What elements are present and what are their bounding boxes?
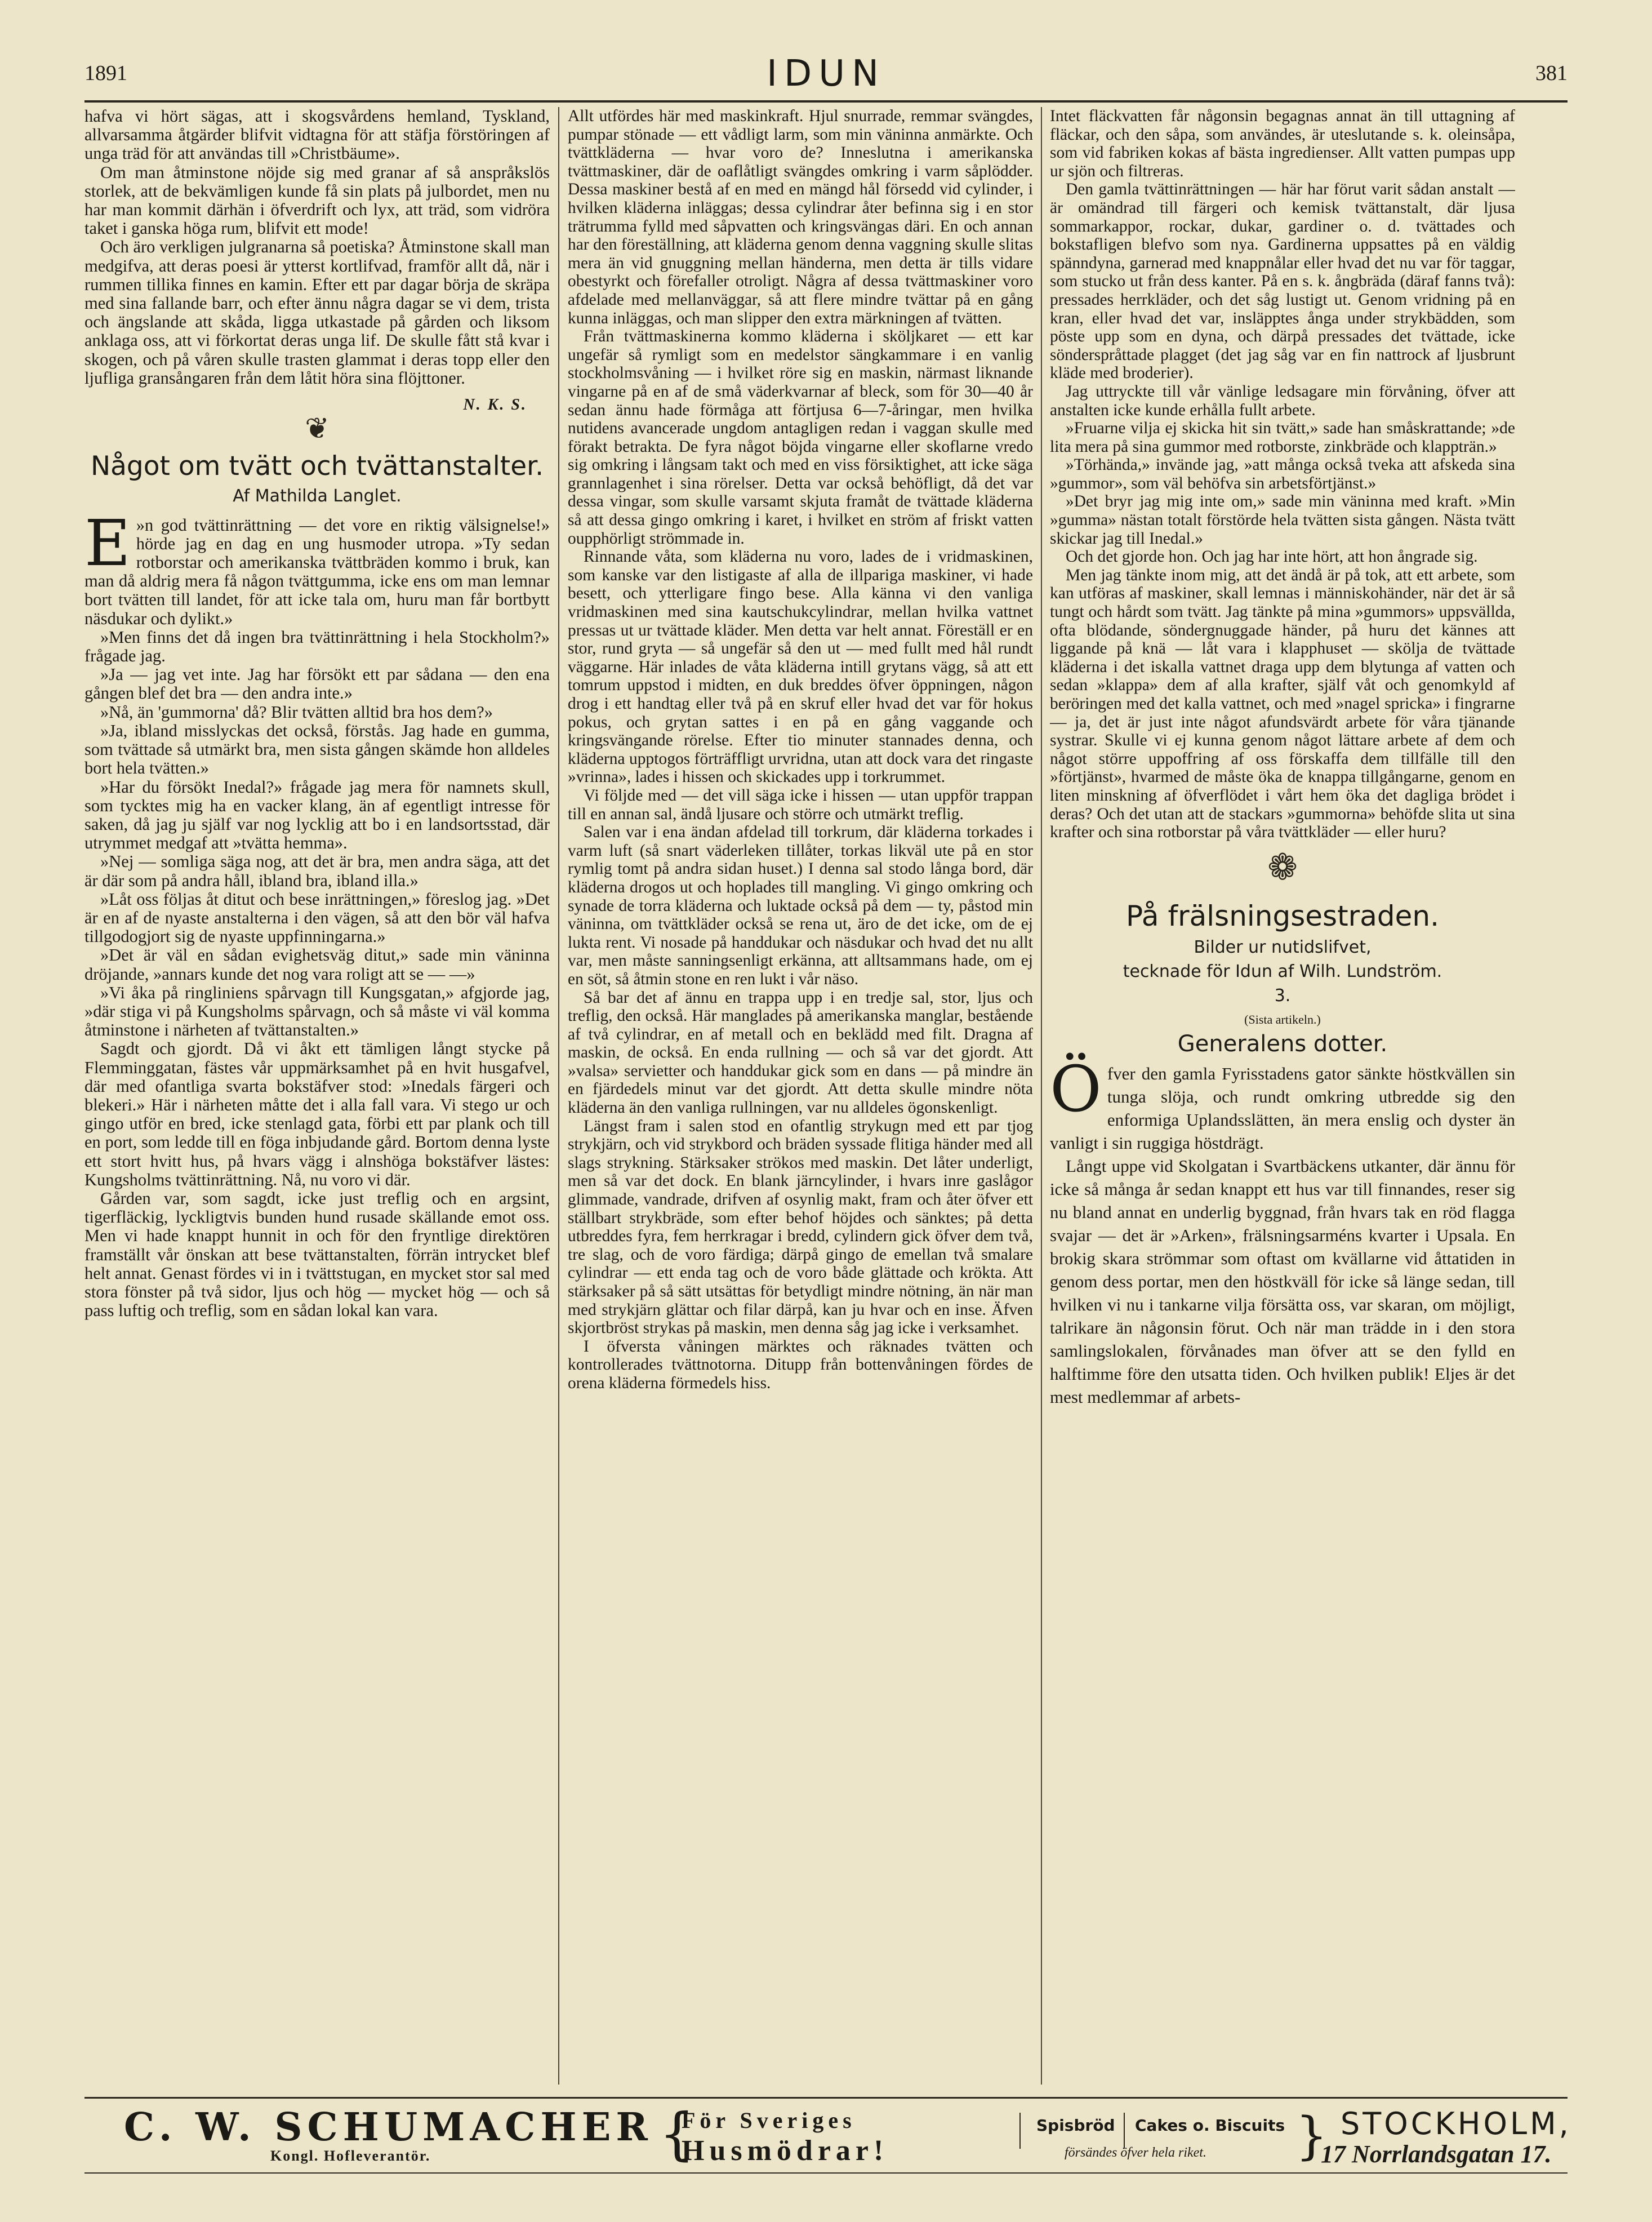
paragraph: Om man åtminstone nöjde sig med granar af så anspråkslös storlek, att de bekvämligen kunde få sin plats på julbordet, men nu har man kommit därhän i öfverdrift och lyx, att träd, som vidröra taket i ganska höga rum, blifvit ett mode! [84, 162, 550, 238]
paragraph: »Det bryr jag mig inte om,» sade min väninna med kraft. »Min »gumma» nästan totalt förstörde hela tvätten sista gången. Nästa tvätt skickar jag till Inedal.» [1050, 492, 1515, 548]
drop-cap: Ö [1050, 1053, 1102, 1127]
paragraph: Jag uttryckte till vår vänlige ledsagare min förvåning, öfver att anstalten icke kunde erhålla fullt arbete. [1050, 382, 1515, 419]
paragraph: »Det är väl en sådan evighetsväg ditut,» sade min väninna dröjande, »annars kunde det nog vara roligt att se — —» [84, 945, 550, 984]
column-divider-1 [558, 107, 559, 2085]
column-2 [568, 107, 1033, 2090]
signature: N. K. S. [463, 396, 527, 414]
column-1 [84, 107, 550, 2090]
paragraph: »Men finns det då ingen bra tvättinrättning i hela Stockholm?» frågade jag. [84, 627, 550, 666]
header-rule [84, 100, 1568, 103]
paragraph: Rinnande våta, som kläderna nu voro, lades de i vridmaskinen, som kanske var den listigaste af alla de illpariga maskiner, vi hade besett, och ytterligare fingo bese. Alla känna vi den vanliga vridmaskinen med sina kautschukcylindrar, mellan hvilka vattnet pressas ut ur tvättade kläder. Men detta var helt annat. Föreställ er en stor, rund gryta — så ungefär så den ut — med fullt med hål rundt väggarne. Här inlades de våta kläderna intill grytans vägg, så att ett tomrum uppstod i midten, en duk breddes öfver öppningen, någon drog i ett handtag eller två på en skruf eller hvad det var för hokus pokus, och grytan sattes i en på en gång vaggande och kringsvängande rörelse. Efter tio minuter stannades denna, och kläderna upptogos förträffligt urvridna, utan att dock vara det ringaste »vrinna», lades i hissen och skickades upp i torkrummet. [568, 548, 1033, 786]
paragraph: Från tvättmaskinerna kommo kläderna i sköljkaret — ett kar ungefär så rymligt som en medelstor sängkammare i en vanlig stockholmsvåning — i hvilket röre sig en maskin, närmast liknande vingarne på en af de små väderkvarnar af bleck, som för 30—40 år sedan ännu hade förmåga att förtjusa 6—7-åringar, men hvilka nutidens avancerade ungdom antagligen redan i vaggan skulle med förakt betrakta. De fyra något böjda vingarne eller skoflarne vredo sig omkring i långsam takt och med en viss försiktighet, att icke säga grannlagenhet i sina rörelser. Detta var också behöfligt, då det var dessa vingar, som skulle varsamt skjuta framåt de tvättade kläderna så att dessa gingo omkring i karet, i hvilket en ström af friskt vatten oupphörligt strömmade in. [568, 327, 1033, 548]
brace-icon: } [1295, 2107, 1328, 2166]
part-note: (Sista artikeln.) [1244, 1012, 1321, 1027]
chapter-title: Generalens dotter. [1177, 1030, 1388, 1057]
paragraph-opening: Öfver den gamla Fyrisstadens gator sänkte höstkvällen sin tunga slöja, och rundt omkring utbredde sig den enformiga Uplandsslätten, än mera enslig och dyster än vanligt i sin ruggiga höstdrägt. [1050, 1053, 1515, 1153]
paragraph: Vi följde med — det vill säga icke i hissen — utan uppför trappan till en annan sal, ändå ljusare och större och utmärkt treflig. [568, 786, 1033, 823]
ad-bottom-rule [84, 2172, 1568, 2174]
paragraph: Längst fram i salen stod en ofantlig strykugn med ett par tjog strykjärn, och vid strykbord och bräden syssade flitiga händer med all slags strykning. Stärksaker strökos med maskin. Det låter underligt, men så var det dock. En blank järncylinder, i hvars inre gaslågor glimmade, vandrade, drifven af osynlig makt, fram och åter öfver ett ställbart strykbräde, som efter behof höjdes och sänktes; på detta utbreddes fyra, fem herrkragar i bredd, cylindern gick öfver dem två, tre slag, och de voro färdiga; därpå gingo de emellan två smalare cylindrar — ett enda tag och de voro både glättade och krökta. Att stärksaker på så sätt utsättas för betydligt mindre nötning, än när man med strykjärn glättar och filar därpå, kan ju hvar och en inse. Äfven skjortbröst strykas på maskin, men denna såg jag icke i verksamhet. [568, 1117, 1033, 1337]
drop-cap: E [84, 506, 131, 580]
paragraph: Så bar det af ännu en trappa upp i en tredje sal, stor, ljus och treflig, den också. Här manglades på amerikanska manglar, bestående af två cylindrar, en af metall och en beklädd med filt. Dragna af maskin, de också. En enda rullning — och så var det gjordt. Att »valsa» servietter och handdukar gick som en dans — på mindre än en fjärdedels minut var det gjordt. Att detta skulle mindre nöta kläderna än den vanliga rullningen, var nu alldeles ögonskenligt. [568, 988, 1033, 1117]
ad-company-name: C. W. SCHUMACHER [124, 2105, 653, 2150]
ad-shipping-note: försändes öfver hela riket. [1065, 2145, 1206, 2160]
paragraph: »Ja — jag vet inte. Jag har försökt ett par sådana — den ena gången blef det bra — den andra inte.» [84, 665, 550, 703]
ad-royal-supplier: Kongl. Hofleverantör. [270, 2148, 431, 2164]
ad-slogan-line2: Husmödrar! [682, 2135, 889, 2167]
paragraph: Intet fläckvatten får någonsin begagnas annat än till uttagning af fläckar, och den såpa, som användes, är uteslutande s. k. oleinsåpa, som vid fabriken kokas af bästa ingredienser. Allt vatten pumpas upp ur sjön och filtreras. [1050, 107, 1515, 180]
ornament-icon: ❦ [305, 413, 329, 446]
article-byline: Af Mathilda Langlet. [233, 486, 402, 506]
column-3 [1050, 107, 1515, 2090]
ad-slogan-line1: För Sveriges [682, 2108, 856, 2133]
paragraph: hafva vi hört sägas, att i skogsvårdens hemland, Tyskland, allvarsamma åtgärder blifvit vidtagna för att stäfja förstöringen af unga träd för att användas till »Christbäume». [84, 107, 550, 163]
paragraph: Och äro verkligen julgranarna så poetiska? Åtminstone skall man medgifva, att deras poesi är ytterst kortlifvad, framför allt då, när i rummen tillika finnes en kamin. Efter ett par dagar börja de skräpa med sina fallande barr, och efter ännu några dagar se vi dem, trista och ängslande att skåda, ligga utkastade på gården och liksom anklaga oss, att vi förkortat deras unga lif. De skulle fått stå kvar i skogen, och på våren skulle trasten glammat i deras topp eller den ljufliga gransångaren från dem låtit höra sina flöjttoner. [84, 237, 550, 388]
paragraph: Salen var i ena ändan afdelad till torkrum, där kläderna torkades i varm luft (så snart väderleken tillåter, torkas likväl ute på en stor rymlig tomt på andra sidan huset.) I denna sal stodo långa bord, där kläderna drogos ut och hoplades till mangling. Vi gingo omkring och synade de torra kläderna och luktade också på dem — ty, påstod min väninna, om tvättkläder också se rena ut, äro de det icke, om de ej lukta rent. Vi nosade på handdukar och näsdukar och hvad det nu allt var, men måste sanningsenligt erkänna, att alltsammans hade, om ej en söt, så åtmin stone en ren lukt i vår näso. [568, 823, 1033, 988]
paragraph: »Nej — somliga säga nog, att det är bra, men andra säga, att det är där som på andra håll, ibland bra, ibland illa.» [84, 852, 550, 890]
paragraph: »Ja, ibland misslyckas det också, förstås. Jag hade en gumma, som tvättade så utmärkt bra, men sista gången skämde hon alldeles bort hela tvätten.» [84, 721, 550, 778]
paragraph: Långt uppe vid Skolgatan i Svartbäckens utkanter, där ännu för icke så många år sedan knappt ett hus var till finnandes, reser sig nu bland annat en underlig byggnad, från hvars tak en röd flagga svajar — det är »Arken», frälsningsarméns kvarter i Upsala. En brokig skara strömmar som oftast om kvällarne vid åttatiden in genom dess portar, men den höstkväll för icke så länge sedan, till hvilken vi nu i tankarne vilja försätta oss, var skaran, om möjligt, talrikare än någonsin förut. Och när man trädde in i den stora samlingslokalen, förvånades man öfver att se den fylld en halftimme före den utsatta tiden. Och hvilken publik! Eljes är det mest medlemmar af arbets- [1050, 1156, 1515, 1407]
part-number: 3. [1274, 985, 1291, 1006]
paragraph: Gården var, som sagdt, icke just treflig och en argsint, tigerfläckig, lyckligtvis bunden hund rusade skällande emot oss. Men vi hade knappt hunnit in och för den fryntlige direktören framställt vår önskan att bese tvättanstalten, förrän intrycket blef helt annat. Genast fördes vi in i tvättstugan, en mycket stor sal med stora fönster på två sidor, ljus och hög — mycket hög — och så pass luftig och treflig, som en sådan lokal kan vara. [84, 1188, 550, 1321]
column-divider-2 [1041, 107, 1042, 2085]
paragraph: Och det gjorde hon. Och jag har inte hört, att hon ångrade sig. [1066, 548, 1478, 566]
paragraph: Sagdt och gjordt. Då vi åkt ett tämligen långt stycke på Flemminggatan, fästes vår uppmärksamhet på en hvit husgafvel, där med ofantliga svarta bokstäfver stod: »Inedals färgeri och blekeri.» Här i närheten måtte det i alla fall vara. Vi stego ur och gingo utför en bred, icke stenlagd gata, förbi ett par plank och till en port, som ledde till en föga inbjudande gård. Bortom denna lyste ett stort hvitt hus, på hvars vägg i alnshöga bokstäfver lästes: Kungsholms tvättinrättning. Nå, nu voro vi där. [84, 1039, 550, 1189]
ad-address: 17 Norrlandsgatan 17. [1321, 2140, 1552, 2168]
paragraph: Men jag tänkte inom mig, att det ändå är på tok, att ett arbete, som kan utföras af maskiner, skall lemnas i människohänder, när det är så tungt och hårdt som tvätt. Jag tänkte på mina »gummors» uppsvällda, ofta blödande, söndergnuggade händer, på huru det kännes att liggande på knä — låt vara i klapphuset — skölja de tvättade kläderna i det iskalla vattnet draga upp dem blytunga af vatten och sedan »klappa» dem af alla krafter, själf våt och genomkyld af beröringen med det kalla vattnet, och med »nagel spricka» i fingrarne — ja, det är just inte något afundsvärdt arbete för våra tjänande systrar. Skulle vi ej kunna genom något lättare arbete af dem och något större uppoffring af oss förskaffa dem tillfälle till den »förtjänst», hvarmed de måste öka de knappa tillgångarne, genom en liten minskning af öfverflödet i vårt hem öka det dagliga brödet i deras? Och det utan att de stackars »gummorna» behöfde slita ut sina krafter och sina rotborstar på våra tvättkläder — eller huru? [1050, 566, 1515, 842]
header-page-number: 381 [1535, 61, 1568, 85]
article-title: Något om tvätt och tvättanstalter. [90, 451, 544, 482]
advertisement [84, 2101, 1571, 2172]
paragraph: »Nå, än 'gummorna' då? Blir tvätten alltid bra hos dem?» [100, 702, 493, 722]
ad-product-2: Cakes o. Biscuits [1135, 2116, 1285, 2135]
page-header [84, 53, 1568, 95]
ad-divider [1124, 2113, 1125, 2149]
section-title: På frälsningsestraden. [1126, 900, 1439, 933]
ornament-icon: ❁ [1267, 847, 1298, 887]
paragraph: »Fruarne vilja ej skicka hit sin tvätt,» sade han småskrattande; »de lita mera på sina gummor med rotborste, zinkbräde och klappträn.» [1050, 419, 1515, 456]
paragraph: Allt utfördes här med maskinkraft. Hjul snurrade, remmar svängdes, pumpar stönade — ett vådligt larm, som min väninna anmärkte. Och tvättkläderna — hvar voro de? Inneslutna i amerikanska tvättmaskiner, där de oaflåtligt svängdes omkring i varm såplödder. Dessa maskiner bestå af en med en mängd hål försedd vid cylinder, i hvilken kläderna inläggas; dessa cylindrar åter befinna sig i en stor trätrumma fylld med såpvatten och kringsvängas däri. En och annan har den föreställning, att kläderna genom denna vaggning skulle slitas mera än vid gnuggning mellan händerna, men detta är tills vidare obestyrkt och förefaller otroligt. Några af dessa tvättmaskiner voro afdelade med mellanväggar, så att flere mindre tvättar på en gång kunna inläggas, och man slipper den extra märkningen af tvätten. [568, 107, 1033, 327]
masthead-title: IDUN [767, 53, 885, 95]
ad-divider [1019, 2113, 1021, 2149]
paragraph: »Vi åka på ringliniens spårvagn till Kungsgatan,» afgjorde jag, »där stiga vi på Kungsholms spårvagn, och så måste vi väl komma åtminstone i närheten af tvättanstalten.» [84, 983, 550, 1040]
ad-city: STOCKHOLM, [1341, 2106, 1571, 2141]
ad-top-rule [84, 2097, 1568, 2099]
paragraph: »Har du försökt Inedal?» frågade jag mera för namnets skull, som tycktes mig ha en vacker klang, än af egentligt intresse för saken, då jag ju själf var nog lycklig att bo i en landsortsstad, där utrymmet medgaf att »tvätta hemma». [84, 777, 550, 853]
paragraph: »Låt oss följas åt ditut och bese inrättningen,» föreslog jag. »Det är en af de nyaste anstalterna i den vägen, så att den bör väl hafva tillgodogjort sig de nyaste uppfinningarna.» [84, 889, 550, 946]
ad-product-1: Spisbröd [1036, 2116, 1115, 2135]
paragraph: I öfversta våningen märktes och räknades tvätten och kontrollerades tvättnotorna. Ditupp från bottenvåningen fördes de orena kläderna förmedels hiss. [568, 1337, 1033, 1392]
paragraph: Den gamla tvättinrättningen — här har förut varit sådan anstalt — är omändrad till färgeri och kemisk tvättanstalt, där ljusa sommarkappor, rockar, dukar, gardiner o. d. tvättades och bokstafligen blefvo som nya. Gardinerna uppsattes på en väldig spänndyna, garnerad med knappnålar eller hvad det nu var för taggar, som stucko ut från dess kanter. På en s. k. ångbräda (däraf fanns två): pressades herrkläder, och det såg lustigt ut. Genom vridning på en kran, eller hvad det var, insläpptes ånga under strykbädden, som pöste upp som en dyna, och därpå pressades det tvättade, icke sönderspråttade plagget (det jag såg var en fin nattrock af ljusbrunt kläde med broderier). [1050, 180, 1515, 383]
header-year: 1891 [84, 61, 127, 85]
section-subtitle: Bilder ur nutidslifvet, [1194, 937, 1372, 958]
section-credit: tecknade för Idun af Wilh. Lundström. [1123, 961, 1442, 981]
paragraph: »Törhända,» invände jag, »att många också tveka att afskeda sina »gummor», som väl behöfva sin arbetsförtjänst.» [1050, 456, 1515, 492]
paragraph-opening: E »n god tvättinrättning — det vore en riktig välsignelse!» hörde jag en dag en ung husmoder utropa. »Ty sedan rotborstar och amerikanska tvättbräden kommo i bruk, kan man då aldrig mera få någon tvättgumma, icke ens om man lemnar bort tvätten till landet, för att icke tala om, huru man får bortbytt näsdukar och dylikt.» [84, 506, 550, 628]
brace-icon: { [659, 2101, 695, 2167]
